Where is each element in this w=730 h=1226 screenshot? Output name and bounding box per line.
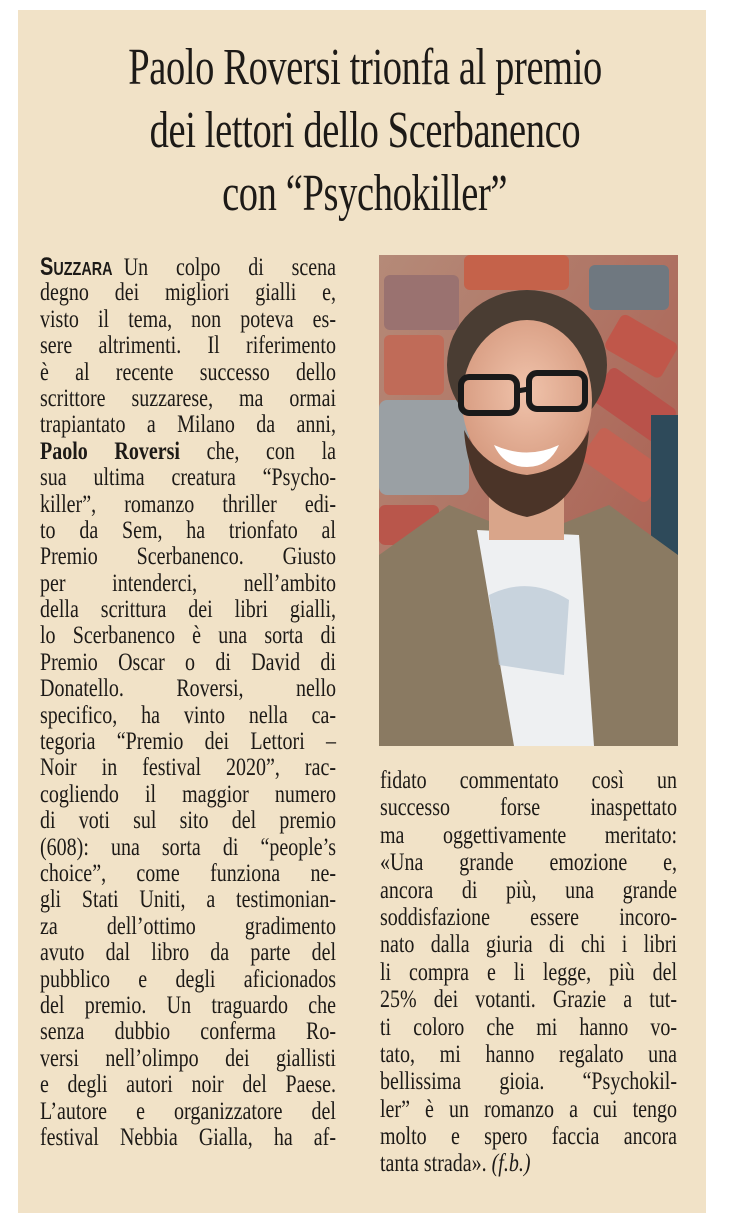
text-line-content bbox=[380, 986, 677, 1013]
text-line-content bbox=[40, 940, 336, 966]
line-text: Premio Scerbanenco. Giusto bbox=[40, 543, 336, 571]
text-line-content bbox=[40, 755, 336, 781]
line-text: tanta strada». bbox=[380, 1150, 492, 1178]
text-line bbox=[40, 1046, 336, 1072]
line-text: Noir in festival 2020”, rac- bbox=[40, 754, 336, 782]
text-line bbox=[380, 877, 677, 904]
headline-line bbox=[0, 36, 730, 99]
text-line bbox=[40, 940, 336, 966]
line-text: per intenderci, nell’ambito bbox=[40, 569, 336, 597]
line-text: tato, mi hanno regalato una bbox=[380, 1040, 677, 1068]
text-line bbox=[40, 703, 336, 729]
author-name: Paolo Roversi bbox=[40, 437, 180, 465]
text-line bbox=[40, 861, 336, 887]
line-text: bellissima gioia. “Psychokil- bbox=[380, 1068, 677, 1096]
text-line bbox=[40, 518, 336, 544]
text-line-content bbox=[380, 1041, 677, 1068]
text-line-content bbox=[380, 1014, 677, 1041]
line-text: visto il tema, non poteva es- bbox=[40, 305, 336, 333]
text-line bbox=[40, 967, 336, 993]
text-line bbox=[380, 822, 677, 849]
text-line bbox=[380, 1096, 677, 1123]
text-line-content bbox=[40, 676, 336, 702]
text-line-content bbox=[40, 254, 336, 281]
line-text: ma oggettivamente meritato: bbox=[380, 821, 677, 849]
text-line bbox=[40, 676, 336, 702]
text-line-content bbox=[40, 650, 336, 676]
text-line-content bbox=[380, 849, 677, 876]
text-line-content bbox=[380, 822, 677, 849]
text-line bbox=[380, 849, 677, 876]
text-line-content bbox=[380, 767, 677, 794]
article-column-left bbox=[40, 254, 336, 1151]
text-line-content bbox=[40, 835, 336, 861]
line-text: della scrittura dei libri gialli, bbox=[40, 596, 336, 624]
text-line-content bbox=[40, 623, 336, 649]
line-text: specifico, ha vinto nella ca- bbox=[40, 701, 336, 729]
text-line bbox=[40, 360, 336, 386]
text-line bbox=[40, 1019, 336, 1045]
text-line bbox=[380, 986, 677, 1013]
line-text: nato dalla giuria di chi i libri bbox=[380, 931, 677, 959]
line-text: Un colpo di scena bbox=[123, 254, 336, 281]
text-line-content bbox=[380, 931, 677, 958]
text-line-content bbox=[40, 1072, 336, 1098]
headline-text: dei lettori dello Scerbanenco bbox=[149, 102, 581, 159]
line-text: 25% dei votanti. Grazie a tut- bbox=[380, 986, 677, 1014]
text-line-content bbox=[40, 993, 336, 1019]
author-portrait-image bbox=[379, 255, 678, 746]
text-line-content bbox=[40, 465, 336, 491]
text-line-content bbox=[40, 571, 336, 597]
text-line-content bbox=[380, 959, 677, 986]
text-line-content bbox=[380, 1068, 677, 1095]
line-text: molto e spero faccia ancora bbox=[380, 1123, 677, 1151]
line-text: ti coloro che mi hanno vo- bbox=[380, 1013, 677, 1041]
line-text: choice”, come funziona ne- bbox=[40, 859, 336, 887]
headline-line bbox=[0, 162, 730, 225]
text-line bbox=[380, 794, 677, 821]
text-line bbox=[40, 439, 336, 465]
line-text: ancora di più, una grande bbox=[380, 876, 677, 904]
author-photo bbox=[379, 255, 678, 746]
text-line bbox=[380, 1123, 677, 1150]
line-text: L’autore e organizzatore del bbox=[40, 1097, 336, 1125]
line-text: li compra e li legge, più del bbox=[380, 958, 677, 986]
line-text: del premio. Un traguardo che bbox=[40, 991, 336, 1019]
line-text: scrittore suzzarese, ma ormai bbox=[40, 384, 336, 412]
text-line bbox=[40, 993, 336, 1019]
text-line-content bbox=[40, 492, 336, 518]
text-line bbox=[40, 1099, 336, 1125]
text-line-content bbox=[40, 914, 336, 940]
text-line-content bbox=[380, 877, 677, 904]
line-text: za dell’ottimo gradimento bbox=[40, 912, 336, 940]
text-line bbox=[40, 623, 336, 649]
line-text: di voti sul sito del premio bbox=[40, 807, 336, 835]
line-text: sua ultima creatura “Psycho- bbox=[40, 464, 336, 492]
text-line-content bbox=[380, 1096, 677, 1123]
text-line-content bbox=[40, 967, 336, 993]
text-line bbox=[40, 307, 336, 333]
line-text: Premio Oscar o di David di bbox=[40, 648, 336, 676]
text-line bbox=[40, 755, 336, 781]
text-line bbox=[40, 254, 336, 280]
text-line-content bbox=[380, 794, 677, 821]
text-line bbox=[40, 333, 336, 359]
text-line bbox=[40, 412, 336, 438]
text-line-content bbox=[40, 597, 336, 623]
article-column-right bbox=[380, 767, 677, 1178]
text-line-content bbox=[40, 386, 336, 412]
line-text: successo forse inaspettato bbox=[380, 794, 677, 822]
text-line-content bbox=[380, 1150, 677, 1177]
text-line-content bbox=[40, 360, 336, 386]
text-line-content bbox=[40, 1046, 336, 1072]
text-line-content bbox=[40, 544, 336, 570]
text-line-content bbox=[40, 703, 336, 729]
text-line-content bbox=[40, 1019, 336, 1045]
text-line bbox=[40, 492, 336, 518]
text-line-content bbox=[380, 1123, 677, 1150]
line-text: festival Nebbia Gialla, ha af- bbox=[40, 1123, 336, 1151]
line-text: «Una grande emozione e, bbox=[380, 849, 677, 877]
text-line bbox=[380, 1150, 677, 1177]
line-text: killer”, romanzo thriller edi- bbox=[40, 490, 336, 518]
text-line bbox=[40, 1072, 336, 1098]
dateline: Suzzara bbox=[40, 253, 113, 281]
line-text: tegoria “Premio dei Lettori – bbox=[40, 728, 336, 756]
text-line-content bbox=[40, 729, 336, 755]
line-text: fidato commentato così un bbox=[380, 767, 677, 794]
text-line-content bbox=[40, 861, 336, 887]
headline bbox=[0, 36, 730, 225]
text-line bbox=[380, 1041, 677, 1068]
text-line bbox=[40, 280, 336, 306]
headline-text: Paolo Roversi trionfa al premio bbox=[128, 39, 602, 96]
line-text: senza dubbio conferma Ro- bbox=[40, 1018, 336, 1046]
line-text: cogliendo il maggior numero bbox=[40, 780, 336, 808]
text-line-content bbox=[40, 307, 336, 333]
text-line-content bbox=[40, 1099, 336, 1125]
text-line-content bbox=[40, 782, 336, 808]
text-line-content bbox=[40, 518, 336, 544]
text-line-content bbox=[40, 439, 336, 465]
line-text: to da Sem, ha trionfato al bbox=[40, 516, 336, 544]
text-line bbox=[380, 1068, 677, 1095]
text-line bbox=[40, 1125, 336, 1151]
text-line bbox=[380, 767, 677, 794]
text-line bbox=[40, 386, 336, 412]
line-text: è al recente successo dello bbox=[40, 358, 336, 386]
text-line bbox=[380, 904, 677, 931]
headline-line bbox=[0, 99, 730, 162]
line-text: che, con la bbox=[179, 437, 336, 465]
line-text: Donatello. Roversi, nello bbox=[40, 675, 336, 703]
line-text: degno dei migliori gialli e, bbox=[40, 279, 336, 307]
line-text: lo Scerbanenco è una sorta di bbox=[40, 622, 336, 650]
text-line bbox=[40, 650, 336, 676]
text-line bbox=[40, 571, 336, 597]
line-text: avuto dal libro da parte del bbox=[40, 939, 336, 967]
text-line-content bbox=[40, 280, 336, 306]
text-line bbox=[40, 887, 336, 913]
line-text: sere altrimenti. Il riferimento bbox=[40, 332, 336, 360]
text-line bbox=[40, 782, 336, 808]
text-line-content bbox=[40, 1125, 336, 1151]
line-text: ler” è un romanzo a cui tengo bbox=[380, 1095, 677, 1123]
line-text: gli Stati Uniti, a testimonian- bbox=[40, 886, 336, 914]
text-line-content bbox=[40, 808, 336, 834]
text-line-content bbox=[40, 333, 336, 359]
text-line bbox=[40, 729, 336, 755]
text-line bbox=[40, 544, 336, 570]
text-line bbox=[40, 597, 336, 623]
text-line bbox=[40, 808, 336, 834]
text-line bbox=[380, 959, 677, 986]
text-line bbox=[40, 835, 336, 861]
text-line-content bbox=[40, 412, 336, 438]
line-text: e degli autori noir del Paese. bbox=[40, 1071, 336, 1099]
byline-initials: (f.b.) bbox=[491, 1150, 531, 1178]
text-line bbox=[40, 914, 336, 940]
headline-text: con “Psychokiller” bbox=[222, 165, 508, 222]
line-text: pubblico e degli aficionados bbox=[40, 965, 336, 993]
line-text: (608): una sorta di “people’s bbox=[40, 833, 336, 861]
text-line-content bbox=[380, 904, 677, 931]
line-text: soddisfazione essere incoro- bbox=[380, 903, 677, 931]
line-text: trapiantato a Milano da anni, bbox=[40, 411, 336, 439]
text-line-content bbox=[40, 887, 336, 913]
text-line bbox=[40, 465, 336, 491]
text-line bbox=[380, 931, 677, 958]
line-text: versi nell’olimpo dei giallisti bbox=[40, 1044, 336, 1072]
text-line bbox=[380, 1014, 677, 1041]
